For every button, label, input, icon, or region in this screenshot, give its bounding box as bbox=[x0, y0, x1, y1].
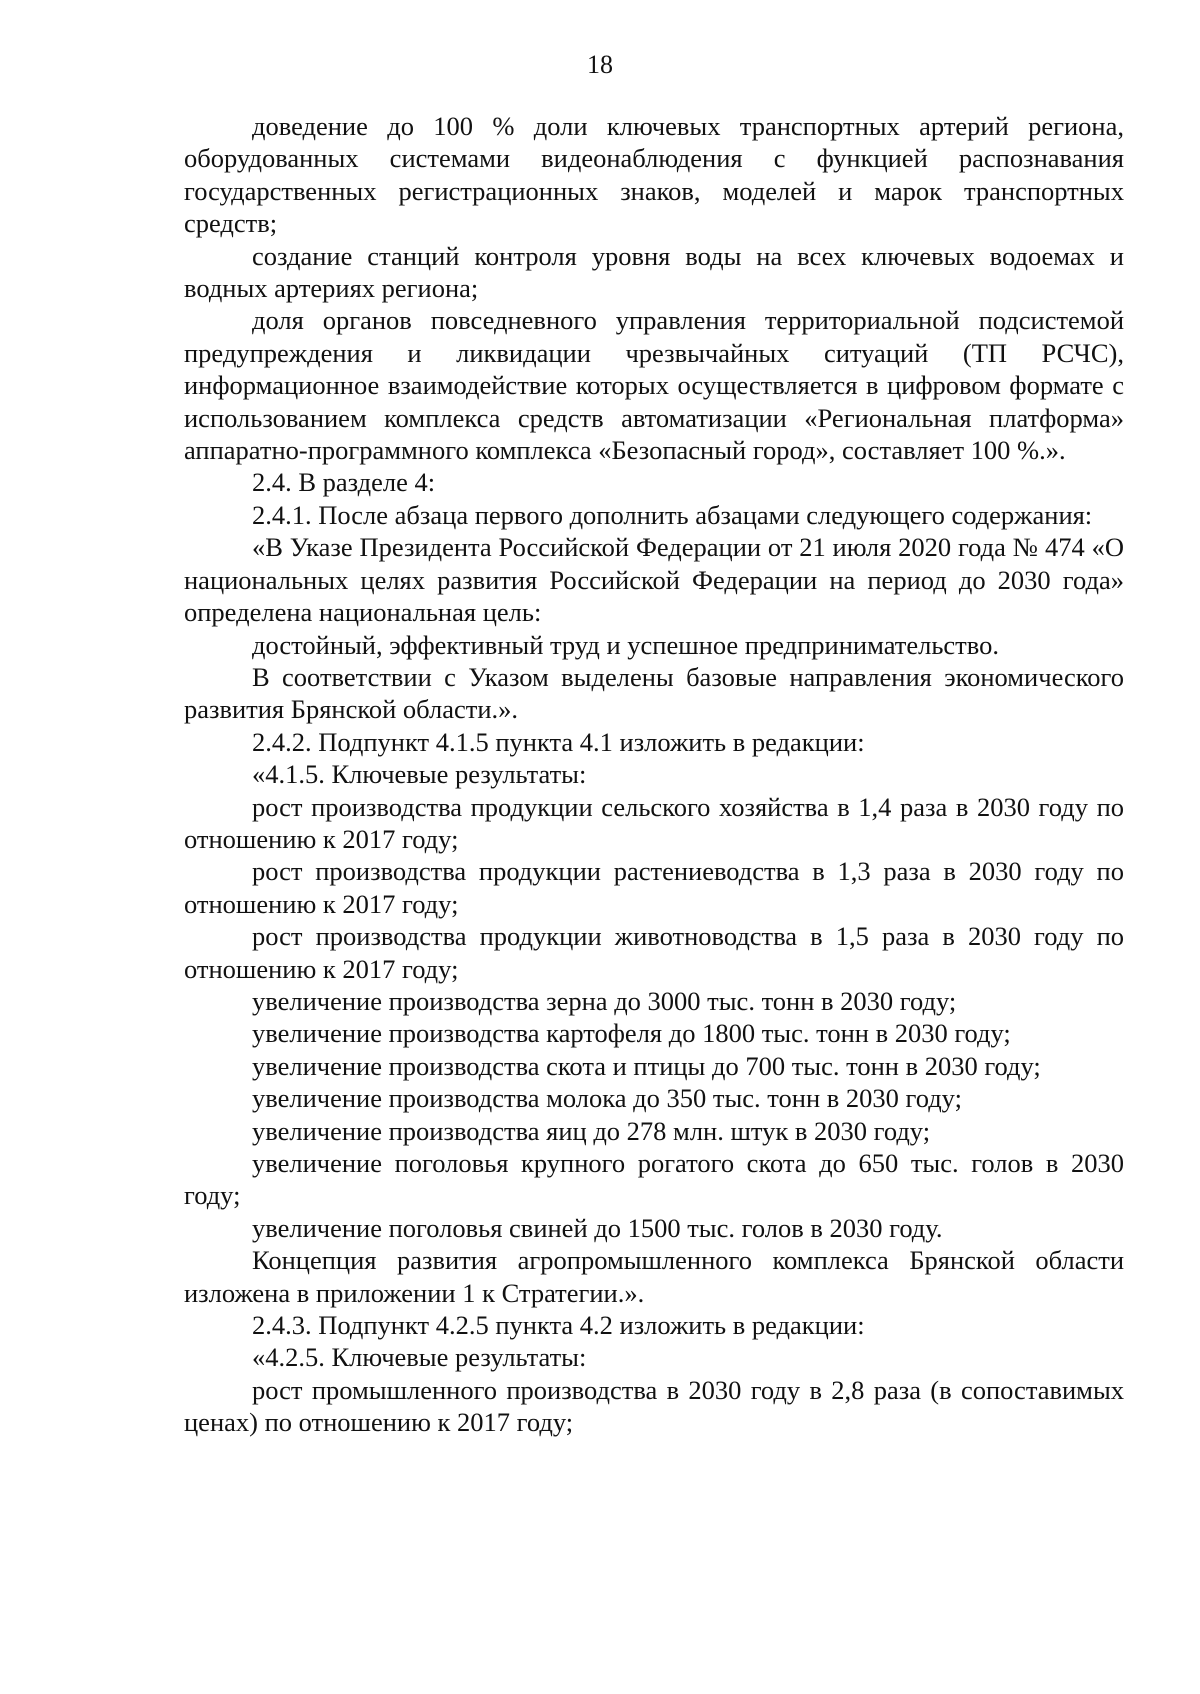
paragraph-cattle-poultry: увеличение производства скота и птицы до 700 тыс. тонн в 2030 году; bbox=[252, 1050, 1041, 1081]
paragraph-crop-growth: рост производства продукции растениеводства в 1,3 раза в 2030 году по отношению к 2017 году; bbox=[184, 856, 1124, 919]
paragraph-section-2-4-1: 2.4.1. После абзаца первого дополнить абзацами следующего содержания: bbox=[252, 499, 1093, 530]
paragraph-agro-concept: Концепция развития агропромышленного комплекса Брянской области изложена в приложении 1 к Стратегии.». bbox=[184, 1245, 1124, 1308]
paragraph-presidential-decree: «В Указе Президента Российской Федерации от 21 июля 2020 года № 474 «О национальных целях развития Российской Федерации на период до 2030 года» определена национальная цель: bbox=[184, 532, 1124, 628]
paragraph-national-goal: достойный, эффективный труд и успешное предпринимательство. bbox=[252, 629, 999, 660]
paragraph-section-2-4-2: 2.4.2. Подпункт 4.1.5 пункта 4.1 изложить в редакции: bbox=[252, 726, 865, 757]
paragraph-eggs: увеличение производства яиц до 278 млн. штук в 2030 году; bbox=[252, 1115, 931, 1146]
paragraph-tp-rschs: доля органов повседневного управления территориальной подсистемой предупреждения и ликвидации чрезвычайных ситуаций (ТП РСЧС), информационное взаимодействие которых осуществляется в цифровом формате с использованием комплекса средств автоматизации «Региональная платформа» аппаратно-программного комплекса «Безопасный город», составляет 100 %.». bbox=[184, 305, 1124, 466]
paragraph-video-surveillance: доведение до 100 % доли ключевых транспортных артерий региона, оборудованных системами видеонаблюдения с функцией распознавания государственных регистрационных знаков, моделей и марок транспортных средств; bbox=[184, 111, 1124, 239]
paragraph-key-results-4-2-5: «4.2.5. Ключевые результаты: bbox=[252, 1342, 587, 1373]
paragraph-industrial-growth: рост промышленного производства в 2030 году в 2,8 раза (в сопоставимых ценах) по отношению к 2017 году; bbox=[184, 1374, 1124, 1438]
paragraph-potato: увеличение производства картофеля до 1800 тыс. тонн в 2030 году; bbox=[252, 1018, 1011, 1049]
paragraph-key-results-4-1-5: «4.1.5. Ключевые результаты: bbox=[252, 759, 587, 790]
page-number: 18 bbox=[587, 50, 613, 79]
paragraph-water-control: создание станций контроля уровня воды на всех ключевых водоемах и водных артериях региона; bbox=[184, 240, 1124, 304]
document-body bbox=[184, 110, 1124, 1439]
paragraph-livestock-growth: рост производства продукции животноводства в 1,5 раза в 2030 году по отношению к 2017 году; bbox=[184, 921, 1124, 984]
paragraph-pigs-headcount: увеличение поголовья свиней до 1500 тыс. голов в 2030 году. bbox=[252, 1212, 943, 1243]
paragraph-section-2-4-3: 2.4.3. Подпункт 4.2.5 пункта 4.2 изложить в редакции: bbox=[252, 1310, 865, 1341]
paragraph-cattle-headcount: увеличение поголовья крупного рогатого скота до 650 тыс. голов в 2030 году; bbox=[184, 1148, 1124, 1211]
paragraph-economic-directions: В соответствии с Указом выделены базовые направления экономического развития Брянской области.». bbox=[184, 661, 1124, 725]
paragraph-section-2-4: 2.4. В разделе 4: bbox=[252, 467, 436, 498]
paragraph-milk: увеличение производства молока до 350 тыс. тонн в 2030 году; bbox=[252, 1083, 962, 1114]
paragraph-agriculture-growth: рост производства продукции сельского хозяйства в 1,4 раза в 2030 году по отношению к 2017 году; bbox=[184, 791, 1124, 854]
paragraph-grain: увеличение производства зерна до 3000 тыс. тонн в 2030 году; bbox=[252, 985, 957, 1016]
